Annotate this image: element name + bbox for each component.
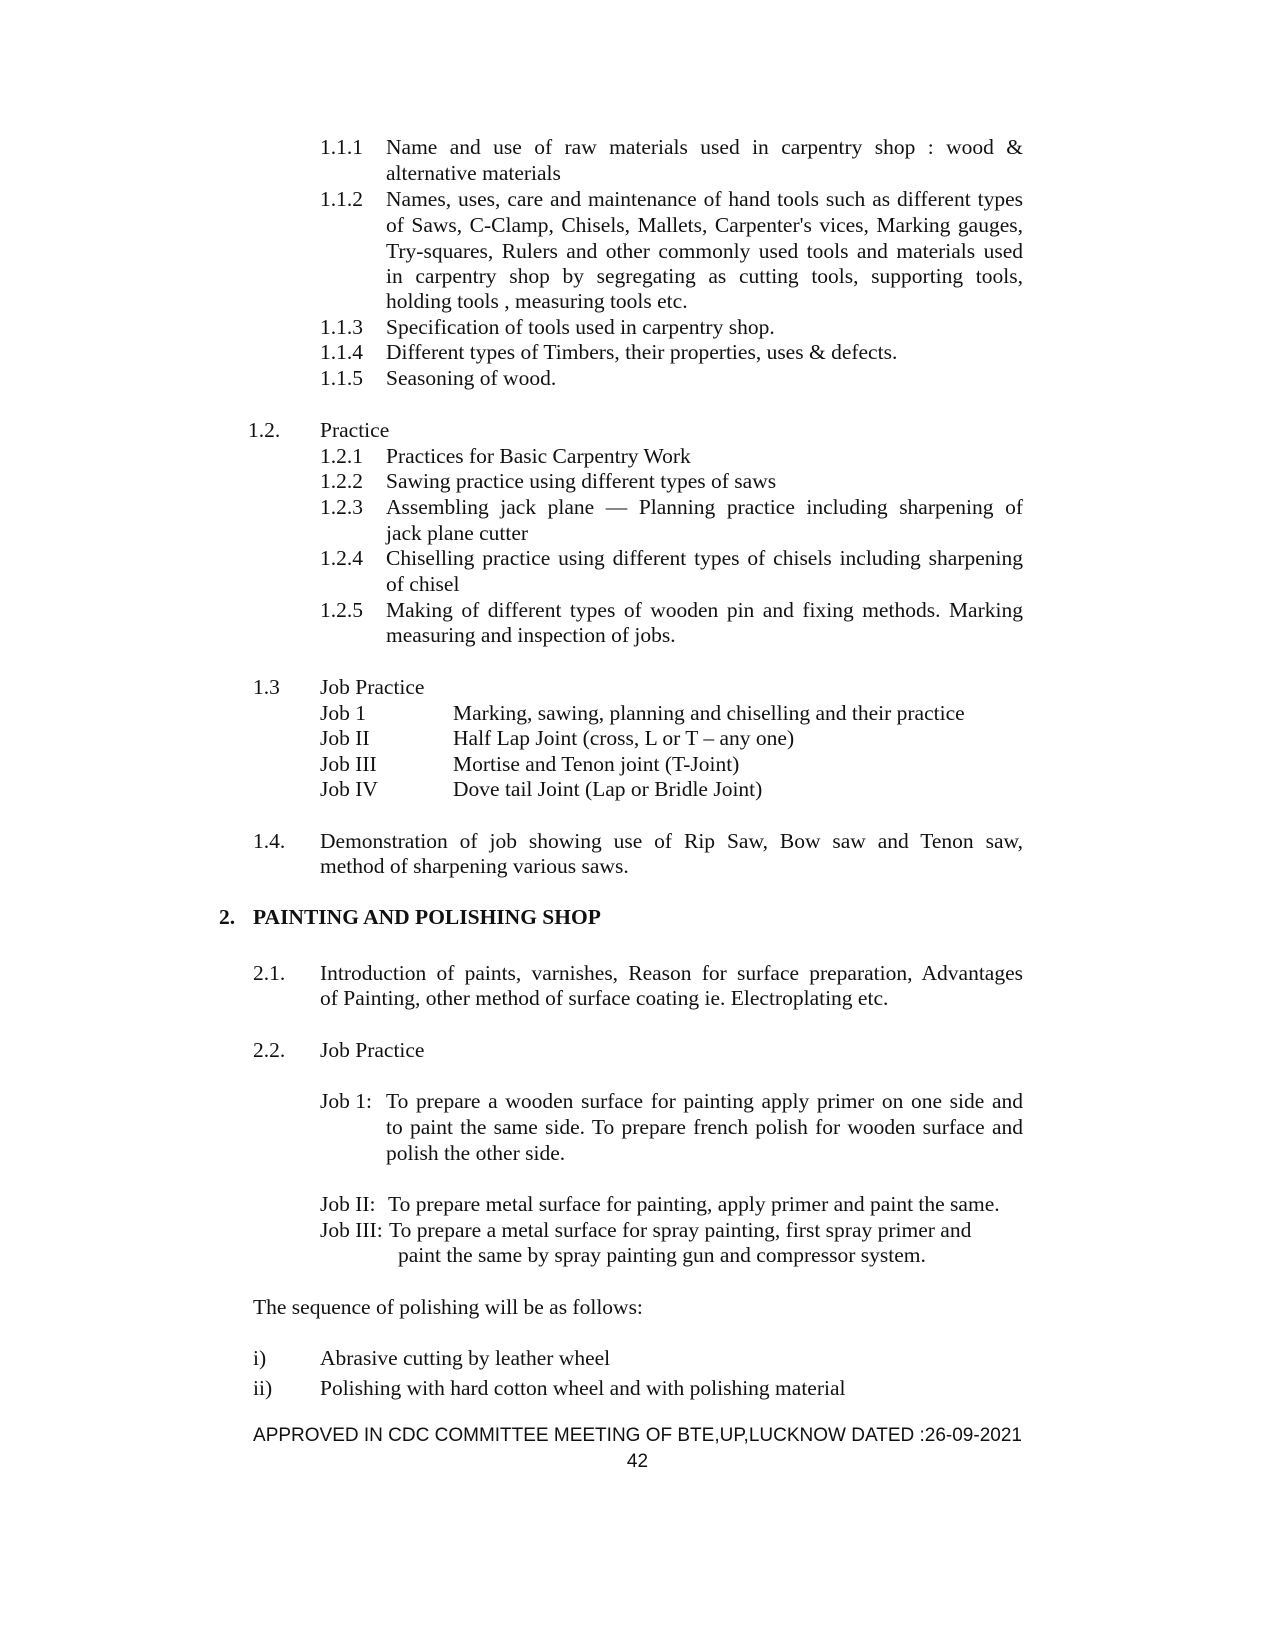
job-description: To prepare a metal surface for spray painting, first spray primer and bbox=[389, 1218, 972, 1242]
item-text: of chisel bbox=[386, 572, 460, 596]
item-text: Name and use of raw materials used in carpentry shop : wood & bbox=[386, 135, 1023, 159]
job-description: Mortise and Tenon joint (T-Joint) bbox=[453, 752, 740, 776]
item-number: 1.1.5 bbox=[320, 366, 363, 390]
section-number: 2.1. bbox=[253, 961, 286, 985]
item-number: 1.2.2 bbox=[320, 469, 363, 493]
section-text: of Painting, other method of surface coating ie. Electroplating etc. bbox=[320, 986, 889, 1010]
approval-footer: APPROVED IN CDC COMMITTEE MEETING OF BTE,UP,LUCKNOW DATED :26-09-2021 bbox=[253, 1425, 1022, 1446]
item-text: Sawing practice using different types of saws bbox=[386, 469, 777, 493]
item-text: Different types of Timbers, their properties, uses & defects. bbox=[386, 340, 898, 364]
chapter-number: 2. bbox=[219, 905, 236, 929]
section-number: 1.3 bbox=[253, 675, 280, 699]
job-label: Job III: bbox=[320, 1218, 383, 1242]
item-text: measuring and inspection of jobs. bbox=[386, 623, 676, 647]
item-number: 1.2.5 bbox=[320, 598, 363, 622]
job-label: Job III bbox=[320, 752, 377, 776]
section-number: 1.2. bbox=[248, 418, 281, 442]
list-item: Polishing with hard cotton wheel and with polishing material bbox=[320, 1376, 846, 1400]
item-number: 1.1.4 bbox=[320, 340, 363, 364]
item-text: in carpentry shop by segregating as cutting tools, supporting tools, bbox=[386, 264, 1023, 288]
job-description: To prepare a wooden surface for painting apply primer on one side and bbox=[386, 1089, 1023, 1113]
section-text: Introduction of paints, varnishes, Reason for surface preparation, Advantages bbox=[320, 961, 1023, 985]
job-description: polish the other side. bbox=[386, 1141, 566, 1165]
job-label: Job II: bbox=[320, 1192, 376, 1216]
item-text: Seasoning of wood. bbox=[386, 366, 557, 390]
item-text: of Saws, C-Clamp, Chisels, Mallets, Carpenter's vices, Marking gauges, bbox=[386, 213, 1023, 237]
item-text: holding tools , measuring tools etc. bbox=[386, 289, 688, 313]
section-title: Job Practice bbox=[320, 675, 425, 699]
chapter-title: PAINTING AND POLISHING SHOP bbox=[253, 905, 601, 929]
job-label: Job 1: bbox=[320, 1089, 372, 1113]
job-label: Job IV bbox=[320, 777, 378, 801]
section-title: Job Practice bbox=[320, 1038, 425, 1062]
list-marker: ii) bbox=[253, 1376, 273, 1400]
job-description: To prepare metal surface for painting, apply primer and paint the same. bbox=[388, 1192, 1000, 1216]
section-text: Demonstration of job showing use of Rip Saw, Bow saw and Tenon saw, bbox=[320, 829, 1023, 853]
job-description: paint the same by spray painting gun and compressor system. bbox=[398, 1243, 926, 1267]
job-description: to paint the same side. To prepare french polish for wooden surface and bbox=[386, 1115, 1023, 1139]
item-text: Specification of tools used in carpentry shop. bbox=[386, 315, 775, 339]
section-number: 2.2. bbox=[253, 1038, 286, 1062]
item-text: Assembling jack plane — Planning practice including sharpening of bbox=[386, 495, 1023, 519]
job-description: Half Lap Joint (cross, L or T – any one) bbox=[453, 726, 795, 750]
page-number: 42 bbox=[626, 1451, 649, 1472]
item-text: Names, uses, care and maintenance of hand tools such as different types bbox=[386, 187, 1023, 211]
item-number: 1.1.2 bbox=[320, 187, 363, 211]
list-item: Abrasive cutting by leather wheel bbox=[320, 1346, 611, 1370]
item-text: jack plane cutter bbox=[386, 521, 529, 545]
job-label: Job 1 bbox=[320, 701, 366, 725]
section-text: method of sharpening various saws. bbox=[320, 854, 629, 878]
job-label: Job II bbox=[320, 726, 370, 750]
list-marker: i) bbox=[253, 1346, 267, 1370]
item-number: 1.1.3 bbox=[320, 315, 363, 339]
job-description: Dove tail Joint (Lap or Bridle Joint) bbox=[453, 777, 763, 801]
section-number: 1.4. bbox=[253, 829, 286, 853]
section-title: Practice bbox=[320, 418, 390, 442]
sequence-intro: The sequence of polishing will be as follows: bbox=[253, 1295, 643, 1319]
job-description: Marking, sawing, planning and chiselling and their practice bbox=[453, 701, 965, 725]
item-text: Try-squares, Rulers and other commonly used tools and materials used bbox=[386, 239, 1023, 263]
item-text: alternative materials bbox=[386, 161, 561, 185]
item-number: 1.2.3 bbox=[320, 495, 363, 519]
item-text: Chiselling practice using different types of chisels including sharpening bbox=[386, 546, 1023, 570]
item-number: 1.1.1 bbox=[320, 135, 363, 159]
item-number: 1.2.4 bbox=[320, 546, 363, 570]
item-text: Making of different types of wooden pin and fixing methods. Marking bbox=[386, 598, 1023, 622]
item-number: 1.2.1 bbox=[320, 444, 363, 468]
item-text: Practices for Basic Carpentry Work bbox=[386, 444, 691, 468]
